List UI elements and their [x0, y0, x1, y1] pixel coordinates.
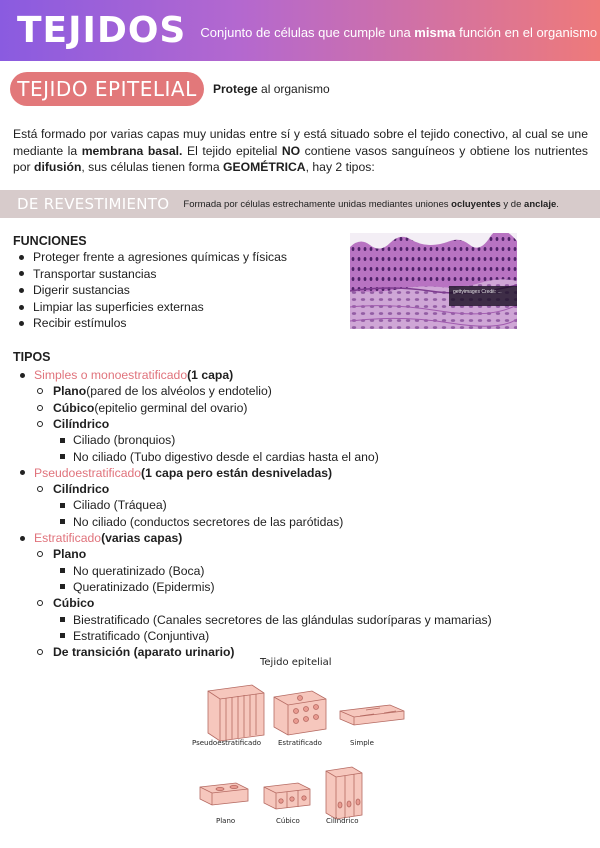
subsection-title: DE REVESTIMIENTO — [17, 195, 170, 213]
tree-item-cubico: Cúbico (epitelio germinal del ovario) — [37, 400, 247, 416]
tree-item-cilindrico-2: Cilíndrico — [37, 481, 109, 497]
tipos-heading: TIPOS — [13, 350, 51, 364]
bullet-icon — [19, 305, 24, 310]
bullet-icon — [19, 271, 24, 276]
page-subtitle: Conjunto de células que cumple una misma función en el organismo — [200, 25, 598, 40]
circle-bullet-icon — [37, 388, 43, 394]
tree-item-no-ciliado-2: No ciliado (conductos secretores de las parótidas) — [60, 514, 343, 530]
tree-item-ciliado-2: Ciliado (Tráquea) — [60, 497, 167, 513]
list-item: Proteger frente a agresiones químicas y físicas — [19, 249, 287, 266]
watermark-label: gettyimages Credit: ... — [449, 286, 517, 306]
section-description: Protege al organismo — [213, 82, 330, 96]
epithelium-illustration — [190, 655, 420, 835]
square-bullet-icon — [60, 617, 65, 622]
list-item: Limpiar las superficies externas — [19, 299, 287, 316]
circle-bullet-icon — [37, 649, 43, 655]
bullet-icon — [20, 373, 25, 378]
square-bullet-icon — [60, 503, 65, 508]
circle-bullet-icon — [37, 421, 43, 427]
page-header — [0, 0, 600, 61]
section-pill: TEJIDO EPITELIAL — [10, 72, 204, 106]
circle-bullet-icon — [37, 551, 43, 557]
circle-bullet-icon — [37, 405, 43, 411]
label-plano: Plano — [216, 817, 236, 825]
label-cubico: Cúbico — [276, 817, 300, 825]
label-simple: Simple — [350, 739, 374, 747]
section-heading — [10, 72, 330, 106]
tree-item-ciliado: Ciliado (bronquios) — [60, 432, 175, 448]
subsection-description: Formada por células estrechamente unidas mediantes uniones ocluyentes y de anclaje. — [183, 198, 559, 210]
bullet-icon — [20, 536, 25, 541]
bullet-icon — [20, 470, 25, 475]
tree-item-transicion: De transición (aparato urinario) — [37, 644, 235, 660]
tree-item-cilindrico: Cilíndrico — [37, 416, 109, 432]
page-title: TEJIDOS — [17, 10, 187, 51]
circle-bullet-icon — [37, 486, 43, 492]
square-bullet-icon — [60, 519, 65, 524]
square-bullet-icon — [60, 438, 65, 443]
funciones-list — [19, 249, 287, 332]
list-item: Digerir sustancias — [19, 282, 287, 299]
list-item: Transportar sustancias — [19, 266, 287, 283]
tree-item-biestratificado: Biestratificado (Canales secretores de las glándulas sudoríparas y mamarias) — [60, 612, 492, 628]
tree-item-pseudo: Pseudoestratificado (1 capa pero están desniveladas) — [20, 465, 332, 481]
square-bullet-icon — [60, 633, 65, 638]
tissue-micrograph-icon — [350, 233, 517, 329]
circle-bullet-icon — [37, 600, 43, 606]
tree-item-estratificado: Estratificado (varias capas) — [20, 530, 182, 546]
subsection-band — [0, 190, 600, 218]
label-cilindrico: Cilíndrico — [326, 817, 359, 825]
tree-item-plano: Plano (pared de los alvéolos y endotelio) — [37, 383, 272, 399]
funciones-heading: FUNCIONES — [13, 234, 87, 248]
square-bullet-icon — [60, 454, 65, 459]
bullet-icon — [19, 255, 24, 260]
label-pseudoestratificado: Pseudoestratificado — [192, 739, 262, 747]
square-bullet-icon — [60, 584, 65, 589]
tree-item-queratinizado: Queratinizado (Epidermis) — [60, 579, 215, 595]
tree-item-no-queratinizado: No queratinizado (Boca) — [60, 563, 204, 579]
label-estratificado: Estratificado — [278, 739, 322, 747]
tree-item-no-ciliado: No ciliado (Tubo digestivo desde el cardias hasta el ano) — [60, 449, 379, 465]
bullet-icon — [19, 321, 24, 326]
square-bullet-icon — [60, 568, 65, 573]
intro-paragraph: Está formado por varias capas muy unidas entre sí y está situado sobre el tejido conectivo, al cual se une mediante la membrana basal. El tejido epitelial NO contiene vasos sanguíneos y obtiene los nutrientes por difusión, sus células tienen forma GEOMÉTRICA, hay 2 tipos: — [13, 127, 588, 174]
tree-item-simple: Simples o monoestratificado (1 capa) — [20, 367, 233, 383]
tree-item-estratificado-2: Estratificado (Conjuntiva) — [60, 628, 209, 644]
micrograph-image — [350, 233, 517, 329]
tree-item-plano-2: Plano — [37, 546, 86, 562]
list-item: Recibir estímulos — [19, 315, 287, 332]
tree-item-cubico-2: Cúbico — [37, 595, 94, 611]
bullet-icon — [19, 288, 24, 293]
illustration-title: Tejido epitelial — [260, 657, 332, 668]
